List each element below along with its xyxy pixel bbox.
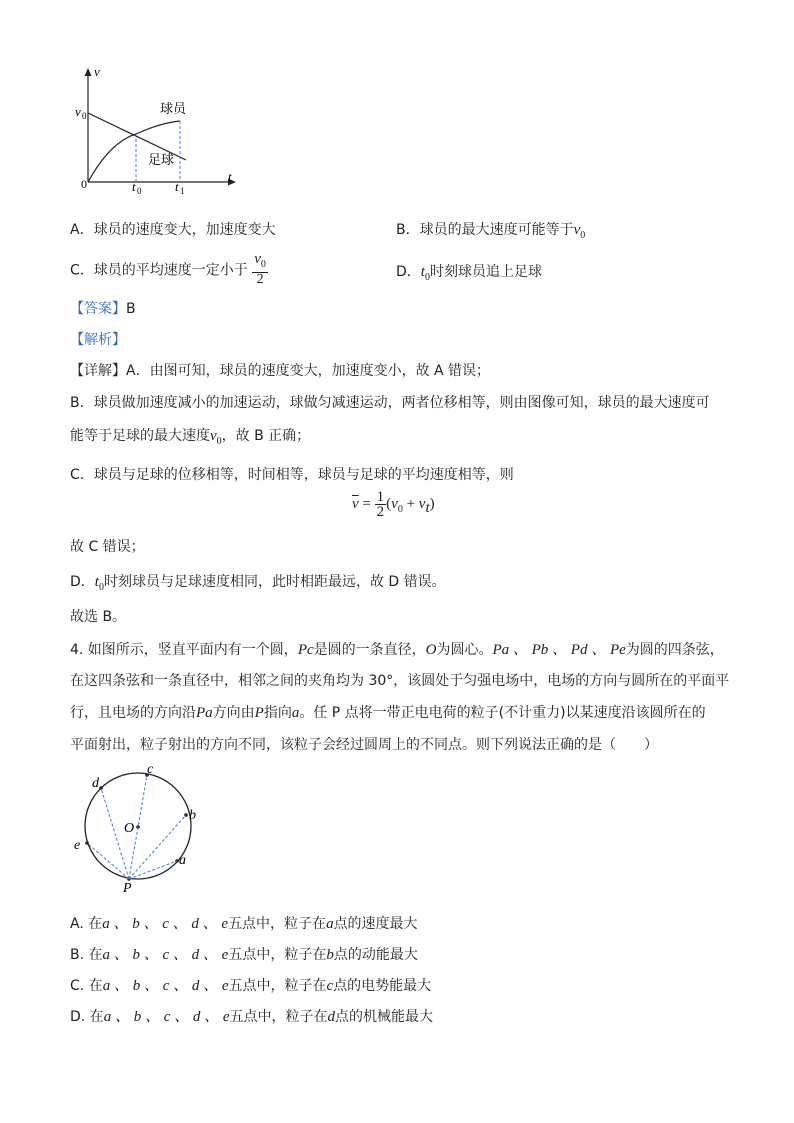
detail-tag: 【详解】 xyxy=(70,363,126,379)
q3-option-b xyxy=(396,219,585,241)
label-c: c xyxy=(147,762,154,777)
q4-line3-mid2: 指向 xyxy=(263,705,292,721)
detail-d-pre: D． xyxy=(70,574,95,590)
q4-option-b xyxy=(70,943,418,964)
q3-option-c-num: v xyxy=(254,251,261,267)
answer-value: B xyxy=(126,301,136,317)
q4-line3-pre: 行，且电场的方向沿 xyxy=(70,705,196,721)
label-d: d xyxy=(92,776,99,791)
q4-option-c-var: c xyxy=(326,978,334,994)
q4-option-a-post: 点的速度最大 xyxy=(333,916,418,932)
detail-d-var: t xyxy=(94,574,99,590)
q4-pa: Pa xyxy=(196,705,213,721)
chord-pe xyxy=(87,843,129,879)
q4-option-d-points: a 、 b 、 c 、 d 、 e xyxy=(103,1009,230,1025)
q4-option-d-mid: 五点中，粒子在 xyxy=(229,1009,328,1025)
detail-b-sub: 0 xyxy=(216,435,222,447)
detail-b-pre: 能等于足球的最大速度 xyxy=(70,428,210,444)
v0-sub: 0 xyxy=(82,111,87,121)
q4-option-c-post: 点的电势能最大 xyxy=(333,978,432,994)
ball-label: 足球 xyxy=(148,153,175,168)
q3-option-b-var: v xyxy=(573,222,581,238)
q4-option-b-mid: 五点中，粒子在 xyxy=(228,947,327,963)
formula-vt: v xyxy=(418,496,426,512)
q4-option-c-pre: C. 在 xyxy=(70,978,103,994)
q3-option-d-sub: 0 xyxy=(424,271,430,283)
conclusion: 故选 B。 xyxy=(70,609,127,625)
q4-line3-post: 。任 P 点将一带正电电荷的粒子(不计重力)以某速度沿该圆所在的 xyxy=(299,705,706,721)
label-p: P xyxy=(123,881,132,896)
q3-option-d-var2: t xyxy=(420,264,425,280)
detail-a-text: A．由图可知，球员的速度变大，加速度变小，故 A 错误； xyxy=(126,363,491,379)
q4-option-a-pre: A. 在 xyxy=(70,916,103,932)
q4-option-c-mid: 五点中，粒子在 xyxy=(228,978,327,994)
formula-lhs: $\overline{v}$ xyxy=(352,496,359,512)
q4-line3-mid: 方向由 xyxy=(212,705,255,721)
q3-option-b-sub: 0 xyxy=(580,229,586,241)
q3-option-c-fraction xyxy=(252,252,268,287)
origin-label: 0 xyxy=(81,177,87,191)
detail-c-line1: C．球员与足球的位移相等，时间相等，球员与足球的平均速度相等，则 xyxy=(70,467,514,483)
circle-figure xyxy=(68,760,208,896)
q4-line1-mid2: 为圆心。 xyxy=(436,642,493,658)
v-axis-arrow xyxy=(85,68,92,76)
q4-option-b-post: 点的动能最大 xyxy=(333,947,418,963)
q4-line2: 在这四条弦和一条直径中，相邻之间的夹角均为 30°，该圆处于匀强电场中，电场的方向与圆所在的平面平 xyxy=(70,673,730,689)
q4-line4: 平面射出，粒子射出的方向不同，该粒子会经过圆周上的不同点。则下列说法正确的是（ ） xyxy=(70,737,658,753)
formula-plus: + xyxy=(406,496,416,512)
v-axis-label: v xyxy=(94,64,100,79)
q4-option-c xyxy=(70,974,431,995)
q4-option-d-var: d xyxy=(327,1009,336,1025)
formula-v0: v xyxy=(391,496,398,512)
detail-b-var: v xyxy=(210,428,217,444)
q4-option-d xyxy=(70,1005,433,1026)
detail-c-line2: 故 C 错误； xyxy=(70,539,145,555)
detail-b-line1: B．球员做加速度减小的加速运动，球做匀减速运动，两者位移相等，则由图像可知，球员的最大速度可 xyxy=(70,395,710,411)
q4-option-d-post: 点的机械能最大 xyxy=(335,1009,434,1025)
detail-b-line2 xyxy=(70,425,310,447)
v0-label: v xyxy=(75,104,81,119)
q4-option-a-points: a 、 b 、 c 、 d 、 e xyxy=(102,916,229,932)
q4-line1-pre: 4. 如图所示，竖直平面内有一个圆， xyxy=(70,642,298,658)
formula-num: 1 xyxy=(376,489,385,505)
t1-sub: 1 xyxy=(180,186,185,196)
q4-option-c-points: a 、 b 、 c 、 d 、 e xyxy=(102,978,229,994)
q4-option-b-var: b xyxy=(326,947,334,963)
q3-option-c-num-sub: 0 xyxy=(260,258,266,270)
q4-option-b-points: a 、 b 、 c 、 d 、 e xyxy=(102,947,229,963)
formula-eq: = xyxy=(362,496,371,512)
q3-option-a xyxy=(70,219,276,239)
q3-option-c-text: C．球员的平均速度一定小于 xyxy=(70,262,248,279)
t0-sub: 0 xyxy=(137,186,142,196)
q3-option-d: D．$t_0$时刻球员追上足球 xyxy=(396,264,542,283)
label-b: b xyxy=(189,808,196,823)
q4-o: O xyxy=(425,642,437,658)
q4-option-a xyxy=(70,912,418,933)
formula-fraction xyxy=(375,490,387,519)
t-axis-label: t xyxy=(228,169,232,184)
label-a: a xyxy=(179,853,186,868)
player-label: 球员 xyxy=(160,102,187,117)
q3-option-d-text: 时刻球员追上足球 xyxy=(429,264,542,280)
q4-line1-mid: 是圆的一条直径， xyxy=(313,642,426,658)
formula-v0-sub: 0 xyxy=(397,503,403,515)
q3-option-a-text: A．球员的速度变大，加速度变大 xyxy=(70,222,276,238)
analysis-tag: 【解析】 xyxy=(70,332,126,348)
detail-d-post: 时刻球员与足球速度相同，此时相距最远，故 D 错误。 xyxy=(103,574,446,590)
formula-vt-sub: t xyxy=(425,499,430,516)
formula-open: ( xyxy=(386,496,392,512)
q4-line1 xyxy=(70,638,724,659)
q3-option-c xyxy=(70,252,268,287)
detail-d-sub: 0 xyxy=(98,581,104,593)
t1-label: t xyxy=(175,179,179,194)
label-o: O xyxy=(124,821,135,836)
q4-option-d-pre: D. 在 xyxy=(70,1009,104,1025)
q4-p: P xyxy=(254,705,264,721)
q3-answer xyxy=(70,298,136,318)
q4-a: a xyxy=(291,705,300,721)
average-velocity-formula xyxy=(352,490,435,519)
q4-option-a-var: a xyxy=(326,916,334,932)
q4-line3 xyxy=(70,702,706,722)
formula-den: 2 xyxy=(376,504,385,520)
q4-pc: Pc xyxy=(297,642,314,658)
vt-graph xyxy=(70,64,240,199)
q3-option-c-den: 2 xyxy=(256,271,264,287)
formula-close: ) xyxy=(429,496,435,512)
player-curve xyxy=(88,121,180,182)
detail-b-post: ，故 B 正确； xyxy=(221,428,311,444)
q4-chords: Pa 、 Pb 、 Pd 、 Pe xyxy=(492,642,626,658)
t0-label: t xyxy=(132,179,136,194)
q4-line1-post: 为圆的四条弦， xyxy=(625,642,724,658)
label-e: e xyxy=(74,838,81,853)
chord-pb xyxy=(129,815,186,879)
q3-option-b-text: B．球员的最大速度可能等于 xyxy=(396,222,574,238)
answer-tag: 【答案】 xyxy=(70,301,126,317)
detail-a xyxy=(70,360,490,380)
q4-option-b-pre: B. 在 xyxy=(70,947,103,963)
q4-option-a-mid: 五点中，粒子在 xyxy=(228,916,327,932)
detail-d xyxy=(70,571,446,593)
